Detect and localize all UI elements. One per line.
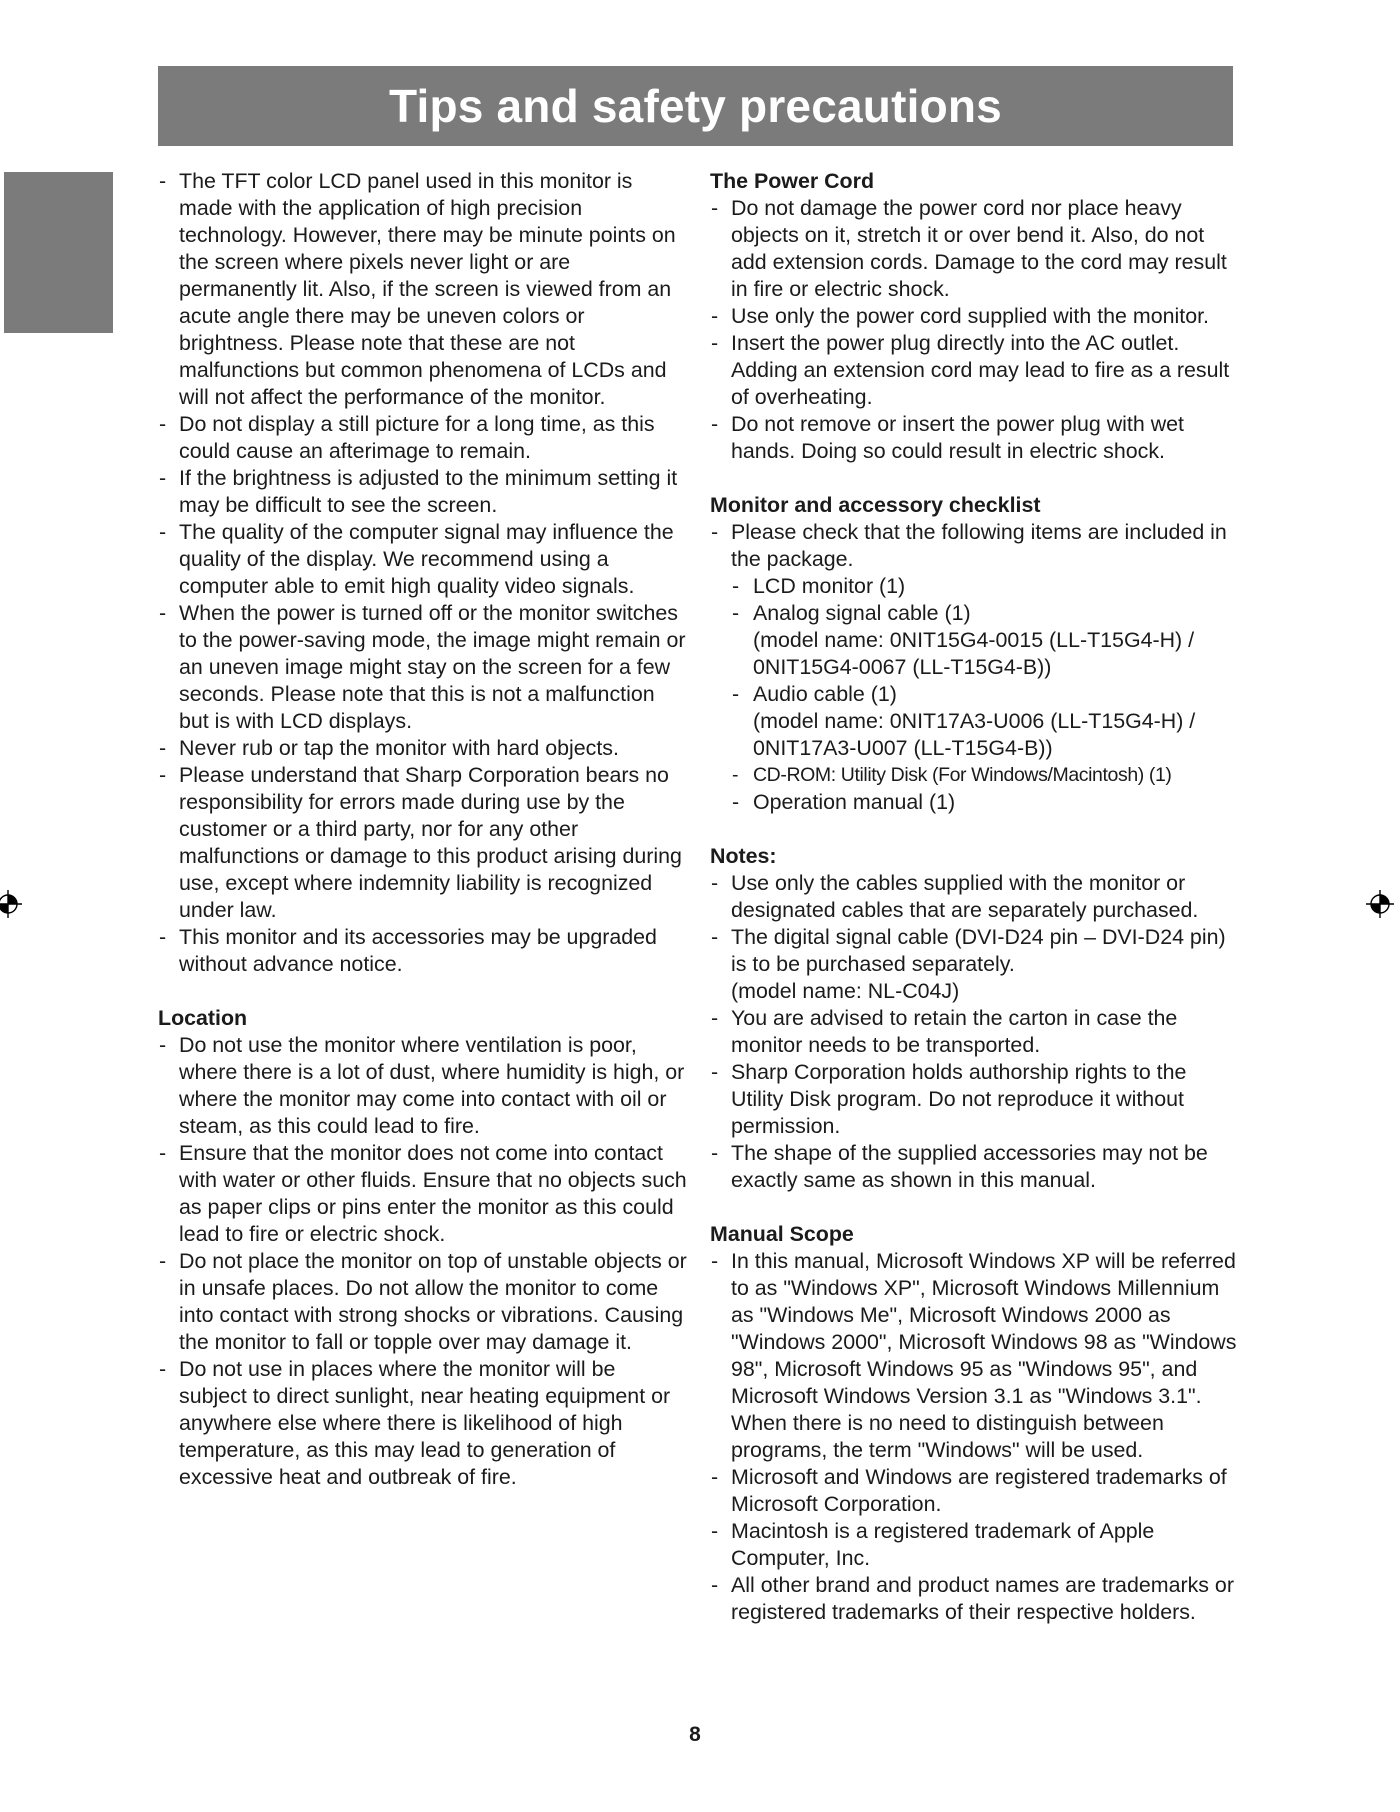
item-label: The digital signal cable (DVI-D24 pin – DVI-D24 pin) is to be purchased separately. (731, 925, 1226, 976)
section-heading-location: Location (158, 1006, 248, 1030)
list-item: - Do not use the monitor where ventilation is poor, where there is a lot of dust, where humidity is high, or where the monitor may come into contact with oil or steam, as this could lead to fire. (158, 1032, 688, 1140)
list-item: - LCD monitor (1) (731, 573, 1240, 600)
section-heading-power-cord: The Power Cord (710, 169, 875, 193)
list-item: - Operation manual (1) (731, 789, 1240, 816)
package-contents-list (731, 573, 1240, 816)
right-column (710, 168, 1240, 1626)
list-item: - Do not damage the power cord nor place heavy objects on it, stretch it or over bend it. Also, do not add extension cords. Damage to the cord may result in fire or electric shock. (710, 195, 1240, 303)
model-name: (model name: NL-C04J) (731, 979, 960, 1003)
list-item: - The shape of the supplied accessories may not be exactly same as shown in this manual. (710, 1140, 1240, 1194)
list-item: - The quality of the computer signal may influence the quality of the display. We recommend using a computer able to emit high quality video signals. (158, 519, 688, 600)
section-heading-manual-scope: Manual Scope (710, 1222, 854, 1246)
list-item: - When the power is turned off or the monitor switches to the power-saving mode, the image might remain or an uneven image might stay on the screen for a few seconds. Please note that this is not a malfunction but is with LCD displays. (158, 600, 688, 735)
list-item: - Macintosh is a registered trademark of Apple Computer, Inc. (710, 1518, 1240, 1572)
page-number: 8 (689, 1723, 701, 1746)
item-label: Analog signal cable (1) (753, 601, 971, 625)
list-item: - Ensure that the monitor does not come into contact with water or other fluids. Ensure that no objects such as paper clips or pins enter the monitor as this could lead to fire or electric shock. (158, 1140, 688, 1248)
list-item: - Please understand that Sharp Corporation bears no responsibility for errors made during use by the customer or a third party, nor for any other malfunctions or damage to this product arising during use, except where indemnity liability is recognized under law. (158, 762, 688, 924)
list-item: - The TFT color LCD panel used in this monitor is made with the application of high precision technology. However, there may be minute points on the screen where pixels never light or are permanently lit. Also, if the screen is viewed from an acute angle there may be uneven colors or brightness. Please note that these are not malfunctions but common phenomena of LCDs and will not affect the performance of the monitor. (158, 168, 688, 411)
location-list (158, 1032, 688, 1491)
list-item (731, 681, 1240, 762)
list-item: - Never rub or tap the monitor with hard objects. (158, 735, 688, 762)
list-item: - You are advised to retain the carton in case the monitor needs to be transported. (710, 1005, 1240, 1059)
list-item: - In this manual, Microsoft Windows XP will be referred to as "Windows XP", Microsoft Windows Millennium as "Windows Me", Microsoft Windows 2000 as "Windows 2000", Microsoft Windows 98 as "Windows 98", Microsoft Windows 95 as "Windows 95", and Microsoft Windows Version 3.1 as "Windows 3.1". When there is no need to distinguish between programs, the term "Windows" will be used. (710, 1248, 1240, 1464)
title-banner (158, 66, 1233, 146)
list-item: - Insert the power plug directly into the AC outlet. Adding an extension cord may lead to fire as a result of overheating. (710, 330, 1240, 411)
language-tab (4, 172, 113, 333)
list-item: - CD-ROM: Utility Disk (For Windows/Macintosh) (1) (731, 762, 1240, 789)
list-item: - Use only the cables supplied with the monitor or designated cables that are separately purchased. (710, 870, 1240, 924)
list-item: - Do not place the monitor on top of unstable objects or in unsafe places. Do not allow the monitor to come into contact with strong shocks or vibrations. Causing the monitor to fall or topple over may damage it. (158, 1248, 688, 1356)
section-heading-checklist: Monitor and accessory checklist (710, 493, 1041, 517)
model-name: (model name: 0NIT17A3-U006 (LL-T15G4-H) / 0NIT17A3-U007 (LL-T15G4-B)) (753, 709, 1196, 760)
list-item: - Use only the power cord supplied with the monitor. (710, 303, 1240, 330)
model-name: (model name: 0NIT15G4-0015 (LL-T15G4-H) / 0NIT15G4-0067 (LL-T15G4-B)) (753, 628, 1195, 679)
page-title: Tips and safety precautions (389, 80, 1002, 132)
manual-scope-list (710, 1248, 1240, 1626)
list-item: - Do not use in places where the monitor will be subject to direct sunlight, near heating equipment or anywhere else where there is likelihood of high temperature, as this may lead to generation of excessive heat and outbreak of fire. (158, 1356, 688, 1491)
list-item (731, 600, 1240, 681)
left-column (158, 168, 688, 1491)
registration-mark-icon (1366, 890, 1394, 918)
list-item: - This monitor and its accessories may be upgraded without advance notice. (158, 924, 688, 978)
notes-list (710, 870, 1240, 1194)
list-item: - Microsoft and Windows are registered trademarks of Microsoft Corporation. (710, 1464, 1240, 1518)
list-item: - Sharp Corporation holds authorship rights to the Utility Disk program. Do not reproduce it without permission. (710, 1059, 1240, 1140)
list-item: - If the brightness is adjusted to the minimum setting it may be difficult to see the screen. (158, 465, 688, 519)
general-tips-list (158, 168, 688, 978)
checklist-list (710, 519, 1240, 816)
list-item (710, 924, 1240, 1005)
registration-mark-icon (0, 890, 22, 918)
checklist-intro: Please check that the following items are included in the package. (731, 520, 1227, 571)
list-item: - Do not remove or insert the power plug with wet hands. Doing so could result in electric shock. (710, 411, 1240, 465)
section-heading-notes: Notes: (710, 844, 777, 868)
list-item: - Do not display a still picture for a long time, as this could cause an afterimage to remain. (158, 411, 688, 465)
list-item (710, 519, 1240, 816)
list-item: - All other brand and product names are trademarks or registered trademarks of their respective holders. (710, 1572, 1240, 1626)
power-cord-list (710, 195, 1240, 465)
item-label: Audio cable (1) (753, 682, 897, 706)
